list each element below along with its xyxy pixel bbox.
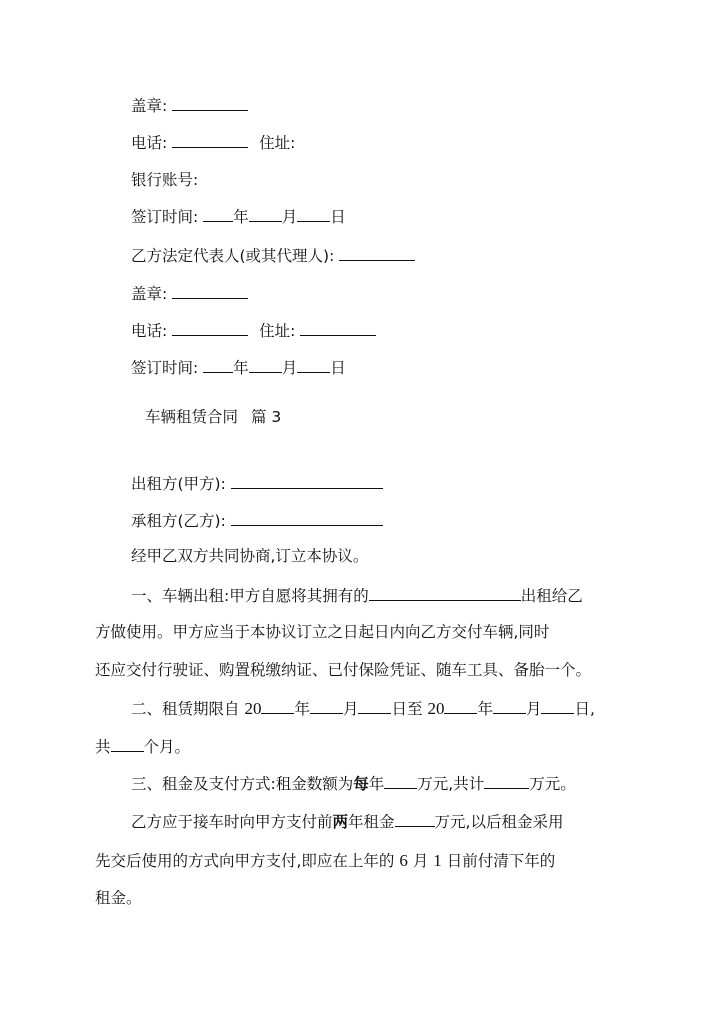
clause3-lead: 三、租金及支付方式:租金数额为 bbox=[131, 775, 354, 793]
clause1-text-a: 一、车辆出租:甲方自愿将其拥有的 bbox=[131, 587, 369, 605]
phone-label: 电话: bbox=[131, 322, 168, 340]
lessee-line bbox=[131, 511, 383, 531]
year-label: 年 bbox=[294, 700, 310, 718]
clause1-line2 bbox=[95, 622, 549, 642]
clause3-p2-line1 bbox=[131, 812, 563, 832]
sign-day-blank[interactable] bbox=[297, 358, 330, 373]
address-blank[interactable] bbox=[300, 321, 376, 336]
agreement-text: 经甲乙双方共同协商,订立本协议。 bbox=[131, 547, 369, 565]
representative-blank[interactable] bbox=[339, 246, 415, 261]
total-label-b: 个月。 bbox=[143, 738, 191, 756]
sign-time-label: 签订时间: bbox=[131, 208, 199, 226]
section-heading bbox=[145, 407, 281, 427]
clause2-lead: 二、租赁期限自 bbox=[131, 700, 240, 718]
agreement-line bbox=[131, 546, 368, 566]
sign-year-blank[interactable] bbox=[203, 358, 233, 373]
sign-day-blank[interactable] bbox=[297, 207, 330, 222]
representative-line bbox=[131, 246, 415, 266]
year-label: 年 bbox=[477, 700, 493, 718]
month-label: 月 bbox=[342, 700, 359, 718]
payment-text-e: 日前付清下年的 bbox=[446, 852, 556, 870]
address-label: 住址: bbox=[259, 322, 296, 340]
part-number: 篇 3 bbox=[250, 408, 282, 426]
two-label: 两 bbox=[332, 813, 349, 831]
clause2-line2 bbox=[95, 737, 190, 757]
clause1-text-line3: 还应交付行驶证、购置税缴纳证、已付保险凭证、随车工具、备胎一个。 bbox=[95, 661, 592, 679]
year-label: 年 bbox=[233, 359, 249, 377]
day-to-label: 日至 bbox=[391, 700, 423, 718]
six-number: 6 bbox=[399, 851, 408, 870]
end-year-blank[interactable] bbox=[444, 699, 477, 714]
phone-label: 电话: bbox=[131, 134, 168, 152]
total-label-a: 共 bbox=[95, 738, 111, 756]
bank-account-label: 银行账号: bbox=[131, 171, 199, 189]
clause3-line1 bbox=[131, 774, 576, 794]
phone-address-line-a bbox=[131, 133, 295, 153]
day-end-label: 日, bbox=[574, 700, 595, 718]
month-label: 月 bbox=[281, 359, 298, 377]
seal-label: 盖章: bbox=[131, 285, 168, 303]
payment-text-f: 租金。 bbox=[95, 889, 142, 907]
total-rent-blank[interactable] bbox=[484, 774, 529, 789]
clause1-line3 bbox=[95, 660, 591, 680]
wan-label: 万元。 bbox=[529, 775, 576, 793]
lessee-label: 承租方(乙方): bbox=[131, 512, 226, 530]
clause2-line1 bbox=[131, 699, 595, 719]
one-number: 1 bbox=[433, 851, 442, 870]
seal-blank[interactable] bbox=[172, 284, 248, 299]
total-months-blank[interactable] bbox=[111, 737, 144, 752]
representative-label: 乙方法定代表人(或其代理人): bbox=[131, 247, 335, 265]
year-label: 年 bbox=[233, 208, 249, 226]
payment-text-c: 万元,以后租金采用 bbox=[434, 813, 564, 831]
century-number: 20 bbox=[244, 699, 262, 718]
start-year-blank[interactable] bbox=[261, 699, 294, 714]
start-month-blank[interactable] bbox=[310, 699, 343, 714]
sign-month-blank[interactable] bbox=[249, 358, 282, 373]
sign-year-blank[interactable] bbox=[203, 207, 233, 222]
sign-month-blank[interactable] bbox=[249, 207, 282, 222]
seal-blank[interactable] bbox=[172, 96, 248, 111]
phone-address-line-b bbox=[131, 321, 376, 341]
end-month-blank[interactable] bbox=[493, 699, 526, 714]
clause1-line1 bbox=[131, 586, 583, 606]
month-label: 月 bbox=[281, 208, 298, 226]
vehicle-blank[interactable] bbox=[369, 586, 521, 601]
wan-total-label: 万元,共计 bbox=[417, 775, 485, 793]
every-label: 每 bbox=[353, 775, 369, 793]
month-label: 月 bbox=[525, 700, 542, 718]
seal-line-b bbox=[131, 284, 248, 304]
clause1-text-line2: 方做使用。甲方应当于本协议订立之日起日内向乙方交付车辆,同时 bbox=[95, 623, 550, 641]
bank-account-line bbox=[131, 170, 198, 190]
day-label: 日 bbox=[330, 359, 346, 377]
phone-blank[interactable] bbox=[172, 321, 248, 336]
phone-blank[interactable] bbox=[172, 133, 248, 148]
year-label: 年 bbox=[368, 775, 385, 793]
sign-time-label: 签订时间: bbox=[131, 359, 199, 377]
day-label: 日 bbox=[330, 208, 346, 226]
sign-time-line-a bbox=[131, 207, 346, 227]
seal-label: 盖章: bbox=[131, 97, 168, 115]
advance-rent-blank[interactable] bbox=[395, 812, 435, 827]
clause3-p2-line2 bbox=[95, 851, 555, 871]
end-day-blank[interactable] bbox=[541, 699, 574, 714]
sign-time-line-b bbox=[131, 358, 346, 378]
contract-title: 车辆租赁合同 bbox=[145, 408, 239, 426]
address-label: 住址: bbox=[259, 134, 296, 152]
payment-text-d: 先交后使用的方式向甲方支付,即应在上年的 bbox=[95, 852, 395, 870]
annual-rent-blank[interactable] bbox=[384, 774, 417, 789]
clause3-p2-line3 bbox=[95, 888, 142, 908]
lessor-label: 出租方(甲方): bbox=[131, 475, 226, 493]
month-label: 月 bbox=[412, 852, 429, 870]
payment-text-a: 乙方应于接车时向甲方支付前 bbox=[131, 813, 333, 831]
clause1-text-b: 出租给乙 bbox=[520, 587, 583, 605]
payment-text-b: 年租金 bbox=[348, 813, 395, 831]
lessor-line bbox=[131, 474, 383, 494]
seal-line-a bbox=[131, 96, 248, 116]
start-day-blank[interactable] bbox=[358, 699, 391, 714]
century-number: 20 bbox=[427, 699, 445, 718]
lessor-blank[interactable] bbox=[231, 474, 383, 489]
lessee-blank[interactable] bbox=[231, 511, 383, 526]
